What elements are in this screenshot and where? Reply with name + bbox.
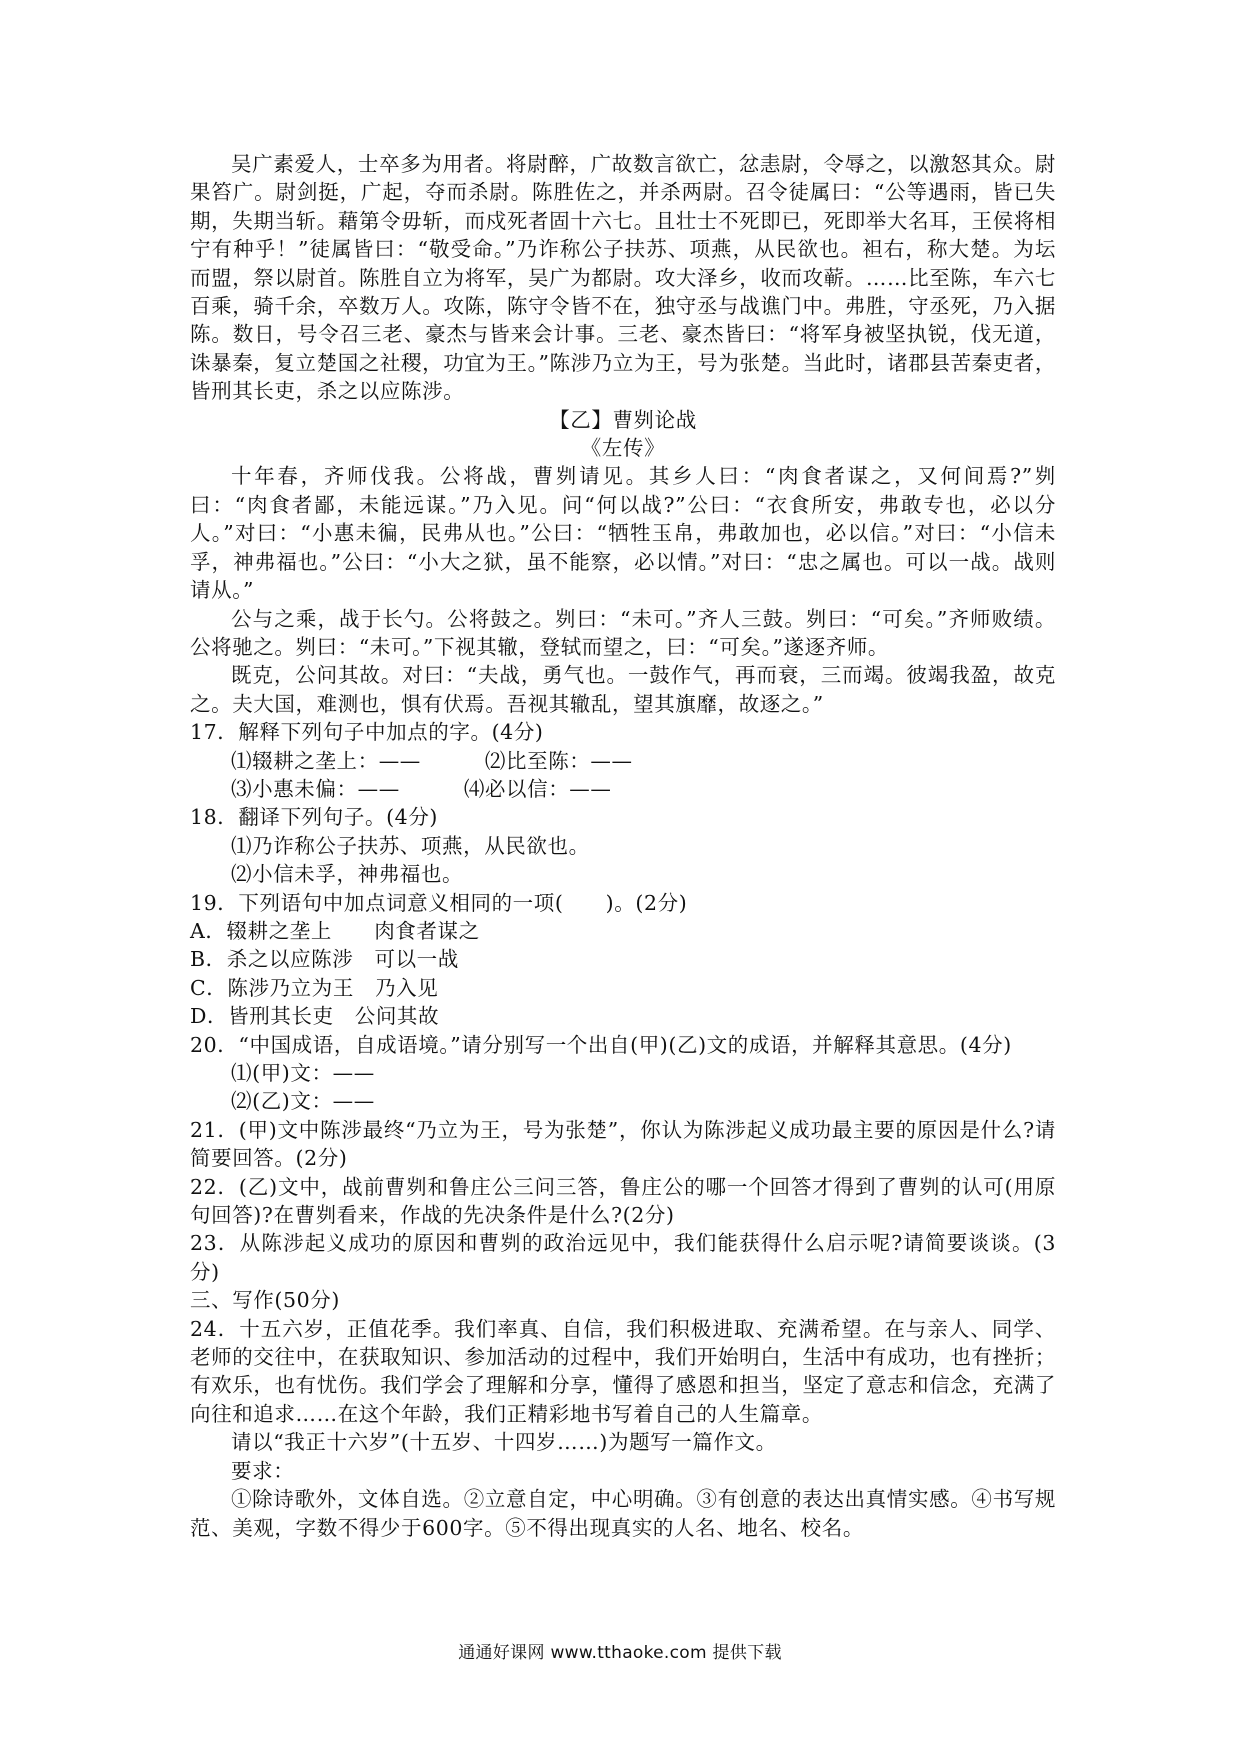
footer-download-note: 通通好课网 www.tthaoke.com 提供下载 [458,1643,782,1663]
question-22: 22．(乙)文中，战前曹刿和鲁庄公三问三答，鲁庄公的哪一个回答才得到了曹刿的认可(用原句回答)?在曹刿看来，作战的先决条件是什么?(2分) [190,1174,1056,1228]
question-17-item-1: ⑴辍耕之垄上：—— [231,748,421,773]
question-17-stem: 17．解释下列句子中加点的字。(4分) [190,720,544,745]
passage-yi-source: 《左传》 [580,436,666,461]
question-19-option-d: D．皆刑其长吏 公问其故 [190,1004,440,1029]
writing-title-requirement: 请以“我正十六岁”(十五岁、十四岁……)为题写一篇作文。 [231,1430,777,1455]
question-18-stem: 18．翻译下列句子。(4分) [190,805,439,830]
question-17-row-1 [190,747,1056,775]
question-19-option-a: A．辍耕之垄上 肉食者谋之 [190,918,480,943]
question-17-item-2: ⑵比至陈：—— [484,748,633,773]
question-20-item-2: ⑵(乙)文：—— [231,1089,375,1114]
passage-jia-paragraph: 吴广素爱人，士卒多为用者。将尉醉，广故数言欲亡，忿恚尉，令辱之，以激怒其众。尉果笞广。尉剑挺，广起，夺而杀尉。陈胜佐之，并杀两尉。召令徒属曰：“公等遇雨，皆已失期，失期当斩。藉第令毋斩，而戍死者固十六七。且壮士不死即已，死即举大名耳，王侯将相宁有种乎！”徒属皆曰：“敬受命。”乃诈称公子扶苏、项燕，从民欲也。袒右，称大楚。为坛而盟，祭以尉首。陈胜自立为将军，吴广为都尉。攻大泽乡，收而攻蕲。……比至陈，车六七百乘，骑千余，卒数万人。攻陈，陈守令皆不在，独守丞与战谯门中。弗胜，守丞死，乃入据陈。数日，号令召三老、豪杰与皆来会计事。三老、豪杰皆曰：“将军身被坚执锐，伐无道，诛暴秦，复立楚国之社稷，功宜为王。”陈涉乃立为王，号为张楚。当此时，诸郡县苦秦吏者，皆刑其长吏，杀之以应陈涉。 [190,152,1056,404]
question-19-stem: 19．下列语句中加点词意义相同的一项( )。(2分) [190,890,688,915]
question-17-item-3: ⑶小惠未偏：—— [231,776,400,801]
question-20-stem: 20．“中国成语，自成语境。”请分别写一个出自(甲)(乙)文的成语，并解释其意思。(4分) [190,1032,1012,1057]
passage-yi-title: 【乙】曹刿论战 [549,407,697,432]
passage-yi-paragraph-3: 既克，公问其故。对曰：“夫战，勇气也。一鼓作气，再而衰，三而竭。彼竭我盈，故克之。夫大国，难测也，惧有伏焉。吾视其辙乱，望其旗靡，故逐之。” [190,663,1056,716]
question-17-row-2 [190,775,1056,803]
writing-requirements-label: 要求： [231,1458,295,1483]
writing-section-heading: 三、写作(50分) [190,1288,340,1313]
question-18-item-1: ⑴乃诈称公子扶苏、项燕，从民欲也。 [231,833,590,858]
question-19-option-b: B．杀之以应陈涉 可以一战 [190,947,459,972]
question-23: 23．从陈涉起义成功的原因和曹刿的政治远见中，我们能获得什么启示呢?请简要谈谈。(3分) [190,1231,1056,1284]
passage-yi-paragraph-2: 公与之乘，战于长勺。公将鼓之。刿曰：“未可。”齐人三鼓。刿曰：“可矣。”齐师败绩。公将驰之。刿曰：“未可。”下视其辙，登轼而望之，曰：“可矣。”遂逐齐师。 [190,606,1056,659]
question-20-item-1: ⑴(甲)文：—— [231,1061,375,1085]
writing-prompt: 24．十五六岁，正值花季。我们率真、自信，我们积极进取、充满希望。在与亲人、同学、老师的交往中，在获取知识、参加活动的过程中，我们开始明白，生活中有成功，也有挫折；有欢乐，也有忧伤。我们学会了理解和分享，懂得了感恩和担当，坚定了意志和信念，充满了向往和追求……在这个年龄，我们正精彩地书写着自己的人生篇章。 [190,1316,1056,1426]
question-19-option-c: C．陈涉乃立为王 乃入见 [190,975,439,1000]
writing-requirements-text: ①除诗歌外，文体自选。②立意自定，中心明确。③有创意的表达出真情实感。④书写规范、美观，字数不得少于600字。⑤不得出现真实的人名、地名、校名。 [190,1487,1056,1540]
exam-content [190,150,1056,1542]
question-17-item-4: ⑷必以信：—— [463,776,612,801]
question-18-item-2: ⑵小信未孚，神弗福也。 [231,862,464,887]
passage-yi-paragraph-1: 十年春，齐师伐我。公将战，曹刿请见。其乡人曰：“肉食者谋之，又何间焉?”刿曰：“肉食者鄙，未能远谋。”乃入见。问“何以战?”公曰：“衣食所安，弗敢专也，必以分人。”对曰：“小惠未徧，民弗从也。”公曰：“牺牲玉帛，弗敢加也，必以信。”对曰：“小信未孚，神弗福也。”公曰：“小大之狱，虽不能察，必以情。”对曰：“忠之属也。可以一战。战则请从。” [190,464,1056,603]
question-21: 21．(甲)文中陈涉最终“乃立为王，号为张楚”，你认为陈涉起义成功最主要的原因是什么?请简要回答。(2分) [190,1117,1056,1171]
